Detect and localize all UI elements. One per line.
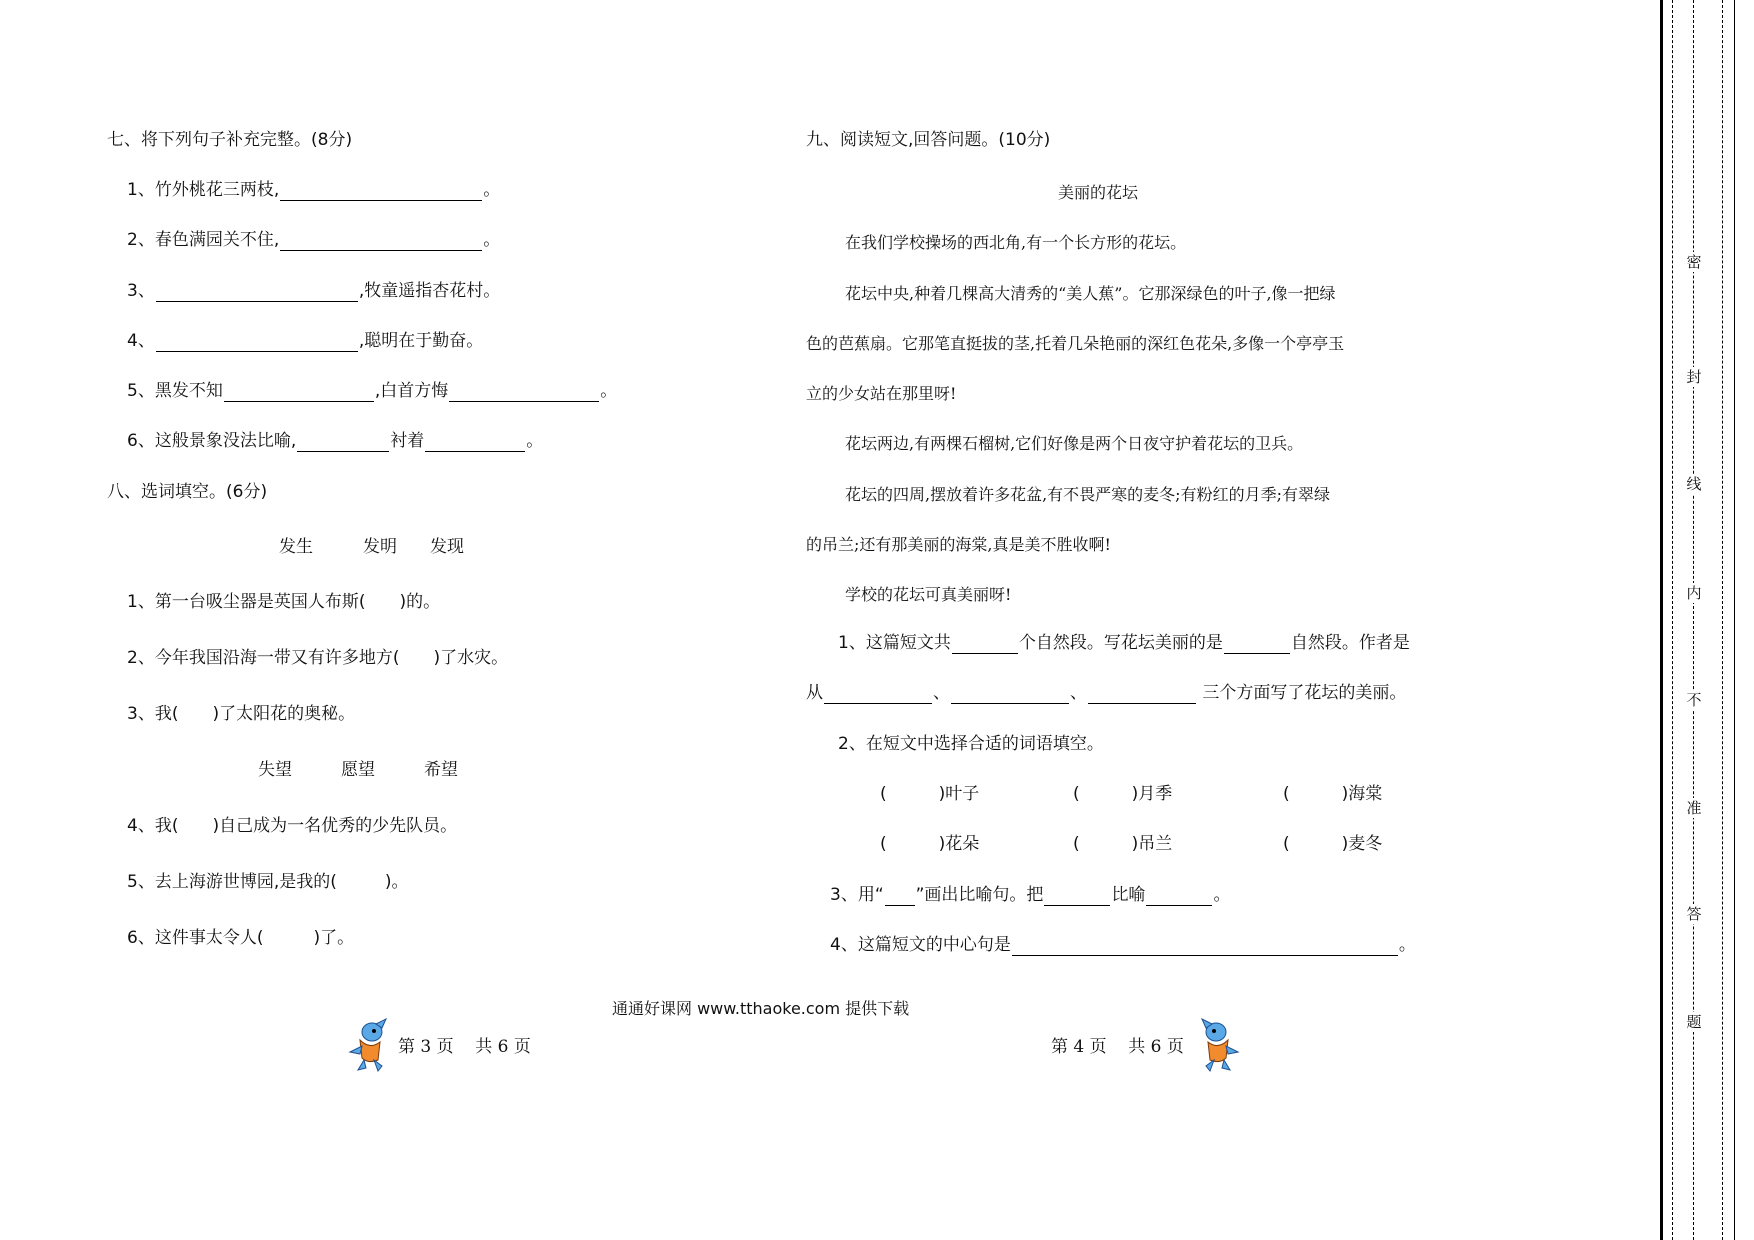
- answer-blank[interactable]: [449, 383, 599, 402]
- word-option: 失望: [258, 760, 292, 780]
- word-option: 发现: [430, 537, 464, 557]
- passage-title: 美丽的花坛: [1058, 183, 1139, 202]
- q7-item-4: 4、 ,聪明在于勤奋。: [127, 331, 484, 351]
- seal-char: 准: [1683, 798, 1705, 818]
- answer-blank[interactable]: [1146, 887, 1212, 906]
- site-credit: 通通好课网 www.tthaoke.com 提供下载: [612, 999, 910, 1018]
- seal-dashed-line: [1693, 0, 1694, 1240]
- answer-blank[interactable]: [1044, 887, 1110, 906]
- answer-blank[interactable]: [297, 433, 389, 452]
- q7-item-3: 3、 ,牧童遥指杏花村。: [127, 281, 501, 301]
- answer-blank[interactable]: [1224, 635, 1290, 654]
- q7-item-2: 2、春色满园关不住, 。: [127, 230, 501, 250]
- answer-blank[interactable]: [952, 635, 1018, 654]
- q7-item-1: 1、竹外桃花三两枝, 。: [127, 180, 501, 200]
- answer-blank[interactable]: [824, 685, 932, 704]
- fill-item: ( )麦冬: [1283, 834, 1383, 854]
- seal-char: 内: [1683, 583, 1705, 603]
- cartoon-mascot-icon: [1196, 1018, 1242, 1072]
- q8-item-5: 5、去上海游世博园,是我的( )。: [127, 872, 409, 892]
- q7-title: 七、将下列句子补充完整。(8分): [107, 130, 353, 150]
- underline-sample: [885, 887, 915, 906]
- passage-paragraph: 花坛的四周,摆放着许多花盆,有不畏严寒的麦冬;有粉红的月季;有翠绿: [845, 485, 1330, 504]
- binding-solid-line: [1660, 0, 1663, 1240]
- q9-question-1-cont: 从 、 、 三个方面写了花坛的美丽。: [806, 683, 1407, 703]
- seal-char: 答: [1683, 904, 1705, 924]
- answer-blank[interactable]: [156, 283, 358, 302]
- seal-char: 不: [1683, 690, 1705, 710]
- passage-paragraph: 在我们学校操场的西北角,有一个长方形的花坛。: [845, 233, 1187, 252]
- q8-item-3: 3、我( )了太阳花的奥秘。: [127, 704, 356, 724]
- passage-paragraph: 色的芭蕉扇。它那笔直挺拔的茎,托着几朵艳丽的深红色花朵,多像一个亭亭玉: [806, 334, 1345, 353]
- answer-blank[interactable]: [156, 333, 358, 352]
- q9-title: 九、阅读短文,回答问题。(10分): [806, 130, 1051, 150]
- answer-blank[interactable]: [280, 232, 482, 251]
- word-option: 希望: [424, 760, 458, 780]
- q8-item-2: 2、今年我国沿海一带又有许多地方( )了水灾。: [127, 648, 509, 668]
- fill-item: ( )月季: [1073, 784, 1173, 804]
- word-option: 发明: [363, 537, 397, 557]
- seal-char: 线: [1683, 474, 1705, 494]
- passage-paragraph: 学校的花坛可真美丽呀!: [845, 585, 1012, 604]
- binding-dashed-line: [1722, 0, 1723, 1240]
- binding-solid-line: [1734, 0, 1735, 1240]
- seal-char: 密: [1683, 252, 1705, 272]
- q9-question-1: 1、这篇短文共 个自然段。写花坛美丽的是 自然段。作者是: [838, 633, 1410, 653]
- binding-dashed-line: [1672, 0, 1673, 1240]
- passage-paragraph: 花坛中央,种着几棵高大清秀的“美人蕉”。它那深绿色的叶子,像一把绿: [845, 284, 1336, 303]
- q8-item-4: 4、我( )自己成为一名优秀的少先队员。: [127, 816, 458, 836]
- answer-blank[interactable]: [1012, 937, 1398, 956]
- passage-paragraph: 花坛两边,有两棵石榴树,它们好像是两个日夜守护着花坛的卫兵。: [845, 434, 1304, 453]
- q7-item-6: 6、这般景象没法比喻, 衬着 。: [127, 431, 544, 451]
- passage-paragraph: 的吊兰;还有那美丽的海棠,真是美不胜收啊!: [806, 535, 1111, 554]
- answer-blank[interactable]: [951, 685, 1069, 704]
- q7-item-5: 5、黑发不知 ,白首方悔 。: [127, 381, 618, 401]
- fill-item: ( )花朵: [880, 834, 980, 854]
- q9-question-3: 3、用“ ”画出比喻句。把 比喻 。: [830, 885, 1231, 905]
- q8-item-6: 6、这件事太令人( )了。: [127, 928, 355, 948]
- fill-item: ( )海棠: [1283, 784, 1383, 804]
- answer-blank[interactable]: [224, 383, 374, 402]
- word-option: 发生: [279, 537, 313, 557]
- cartoon-mascot-icon: [346, 1018, 392, 1072]
- answer-blank[interactable]: [1088, 685, 1196, 704]
- q8-title: 八、选词填空。(6分): [107, 482, 268, 502]
- answer-blank[interactable]: [425, 433, 525, 452]
- q8-item-1: 1、第一台吸尘器是英国人布斯( )的。: [127, 592, 441, 612]
- fill-item: ( )吊兰: [1073, 834, 1173, 854]
- page-number-left: 第 3 页 共 6 页: [398, 1037, 531, 1057]
- fill-item: ( )叶子: [880, 784, 980, 804]
- page-number-right: 第 4 页 共 6 页: [1051, 1037, 1184, 1057]
- q9-question-2: 2、在短文中选择合适的词语填空。: [838, 734, 1104, 754]
- seal-char: 题: [1683, 1012, 1705, 1032]
- q9-question-4: 4、这篇短文的中心句是 。: [830, 935, 1416, 955]
- word-option: 愿望: [341, 760, 375, 780]
- passage-paragraph: 立的少女站在那里呀!: [806, 384, 957, 403]
- seal-char: 封: [1683, 367, 1705, 387]
- answer-blank[interactable]: [280, 182, 482, 201]
